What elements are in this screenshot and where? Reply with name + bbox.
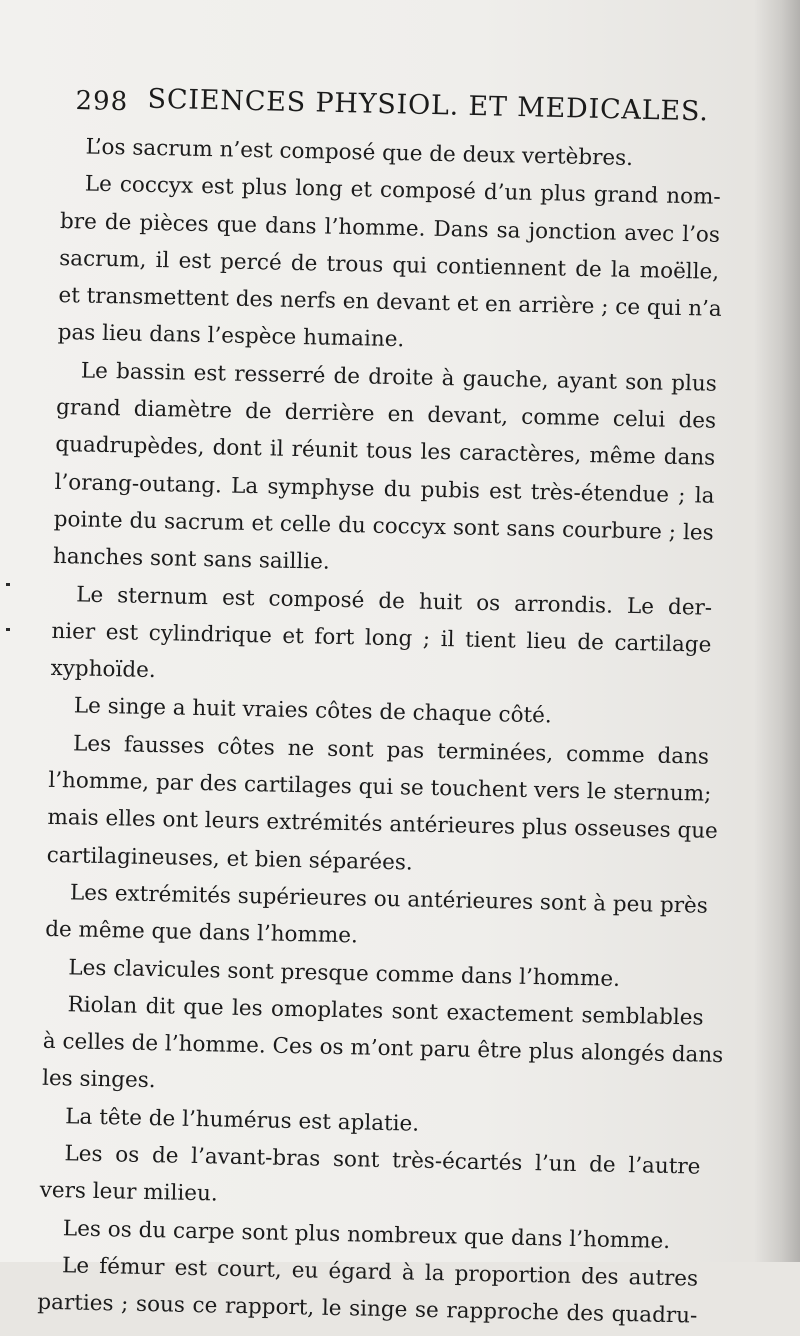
paragraph-line: les singes.	[41, 1066, 156, 1094]
paragraph-line: grand diamètre de derrière en devant, comme celui des	[55, 395, 717, 434]
running-title: SCIENCES PHYSIOL. ET MEDICALES.	[147, 83, 710, 128]
paragraph-line: L’os sacrum n’est composé que de deux vertèbres.	[85, 134, 634, 171]
paragraph-line: bre de pièces que dans l’homme. Dans sa jonction avec l’os	[59, 208, 721, 248]
margin-mark	[6, 583, 10, 586]
paragraph-line: Les extrémités supérieures ou antérieures sont à peu près	[69, 880, 709, 919]
page-number: 298	[75, 85, 129, 118]
paragraph-line: xyphoïde.	[50, 656, 156, 684]
paragraph-line: Les os de l’avant-bras sont très-écartés l’un de l’autre	[64, 1141, 701, 1180]
margin-mark	[6, 628, 10, 631]
paragraph-line: Le singe a huit vraies côtes de chaque côté.	[73, 693, 552, 729]
paragraph-line: Riolan dit que les omoplates sont exactement semblables	[67, 992, 704, 1031]
page-gutter-shadow	[754, 0, 800, 1262]
paragraph-line: Les os du carpe sont plus nombreux que dans l’homme.	[62, 1215, 671, 1254]
paragraph-line: nier est cylindrique et fort long ; il tient lieu de cartilage	[51, 618, 712, 658]
paragraph-line: sacrum, il est percé de trous qui contiennent de la moëlle,	[59, 245, 720, 285]
paragraph-line: de même que dans l’homme.	[44, 917, 359, 949]
body-text	[37, 128, 722, 1335]
paragraph-line: Le bassin est resserré de droite à gauche, ayant son plus	[80, 358, 718, 397]
paragraph-line: Les fausses côtes ne sont pas terminées, comme dans	[72, 731, 710, 770]
paragraph-line: parties ; sous ce rapport, le singe se rapproche des quadru-	[37, 1289, 698, 1329]
paragraph-line: quadrupèdes, dont il réunit tous les caractères, même dans	[55, 432, 716, 472]
paragraph-line: Le fémur est court, eu égard à la proportion des autres	[61, 1253, 699, 1292]
paragraph-line: hanches sont sans saillie.	[52, 544, 331, 575]
paragraph-line: l’homme, par des cartilages qui se touchent vers le sternum;	[48, 767, 712, 807]
paragraph-line: pointe du sacrum et celle du coccyx sont sans courbure ; les	[53, 506, 714, 546]
paragraph-line: et transmettent des nerfs en devant et en arrière ; ce qui n’a	[58, 283, 722, 323]
paragraph-line: Le sternum est composé de huit os arrondis. Le der-	[75, 581, 713, 621]
paragraph-line: mais elles ont leurs extrémités antérieures plus osseuses que	[47, 805, 719, 845]
paragraph-line: La tête de l’humérus est aplatie.	[65, 1104, 420, 1137]
paragraph-line: pas lieu dans l’espèce humaine.	[57, 320, 405, 353]
paragraph-line: Le coccyx est plus long et composé d’un plus grand nom-	[84, 171, 721, 211]
paragraph-line: Les clavicules sont presque comme dans l’homme.	[68, 954, 621, 992]
paragraph-line: vers leur milieu.	[39, 1178, 218, 1207]
paragraph-line: cartilagineuses, et bien séparées.	[46, 842, 414, 876]
paragraph-line: l’orang-outang. La symphyse du pubis est très-étendue ; la	[54, 469, 715, 509]
paragraph-line: à celles de l’homme. Ces os m’ont paru être plus alongés dans	[42, 1028, 724, 1069]
